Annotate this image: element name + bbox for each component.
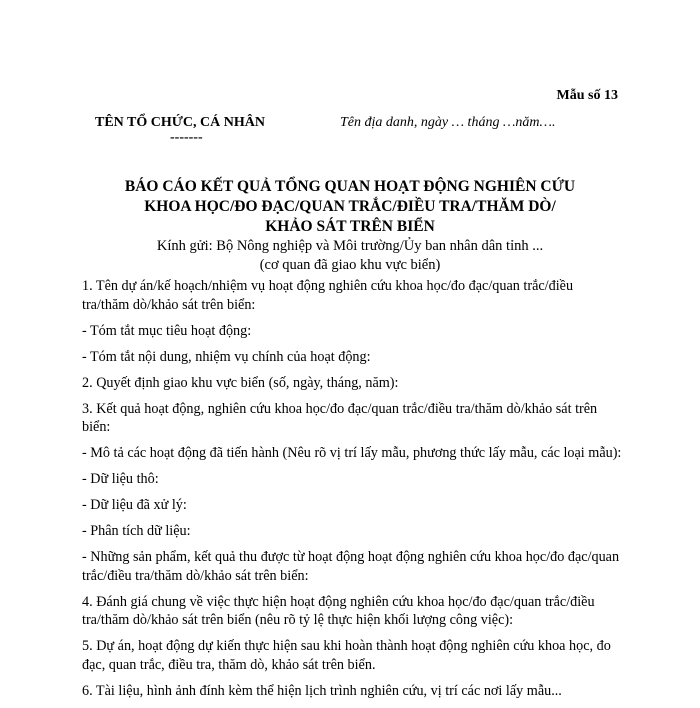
- report-body: [82, 277, 622, 708]
- recipient-note: (cơ quan đã giao khu vực biển): [259, 257, 441, 273]
- body-paragraph: - Phân tích dữ liệu:: [82, 523, 191, 539]
- body-paragraph: 6. Tài liệu, hình ảnh đính kèm thể hiện lịch trình nghiên cứu, vị trí các nơi lấy mẫu...: [82, 682, 562, 699]
- body-paragraph: 1. Tên dự án/kế hoạch/nhiệm vụ hoạt động nghiên cứu khoa học/đo đạc/quan trắc/điều tra/thăm dò/khảo sát trên biển:: [82, 278, 574, 313]
- form-number: Mẫu số 13: [556, 88, 618, 103]
- title-line: KHẢO SÁT TRÊN BIỂN: [265, 218, 435, 235]
- body-paragraph: - Dữ liệu thô:: [82, 471, 159, 487]
- body-paragraph: 2. Quyết định giao khu vực biển (số, ngày, tháng, năm):: [82, 374, 399, 391]
- report-title: [80, 177, 620, 237]
- recipient-line: Kính gửi: Bộ Nông nghiệp và Môi trường/Ủy ban nhân dân tỉnh ...: [156, 238, 544, 254]
- body-paragraph: - Tóm tắt mục tiêu hoạt động:: [82, 322, 252, 339]
- body-paragraph: 5. Dự án, hoạt động dự kiến thực hiện sau khi hoàn thành hoạt động nghiên cứu khoa học, đo đạc, quan trắc, điều tra, thăm dò, khảo sát trên biển.: [82, 638, 611, 673]
- body-paragraph: - Tóm tắt nội dung, nhiệm vụ chính của hoạt động:: [82, 348, 371, 365]
- body-paragraph: 3. Kết quả hoạt động, nghiên cứu khoa học/đo đạc/quan trắc/điều tra/thăm dò/khảo sát trên biển:: [82, 400, 598, 435]
- recipient-block: [80, 237, 620, 275]
- place-date-line: Tên địa danh, ngày … tháng …năm….: [340, 115, 556, 130]
- body-paragraph: 4. Đánh giá chung về việc thực hiện hoạt động nghiên cứu khoa học/đo đạc/quan trắc/điều tra/thăm dò/khảo sát trên biển (nêu rõ tỷ lệ thực hiện khối lượng công việc):: [82, 593, 595, 628]
- body-paragraph: - Mô tả các hoạt động đã tiến hành (Nêu rõ vị trí lấy mẫu, phương thức lấy mẫu, các loại mẫu):: [82, 445, 622, 461]
- title-line: KHOA HỌC/ĐO ĐẠC/QUAN TRẮC/ĐIỀU TRA/THĂM DÒ/: [144, 198, 556, 215]
- organization-separator: -------: [170, 130, 203, 145]
- title-line: BÁO CÁO KẾT QUẢ TỔNG QUAN HOẠT ĐỘNG NGHIÊN CỨU: [124, 178, 576, 195]
- organization-name: TÊN TỔ CHỨC, CÁ NHÂN: [95, 115, 265, 130]
- body-paragraph: - Dữ liệu đã xử lý:: [82, 497, 187, 513]
- body-paragraph: - Những sản phẩm, kết quả thu được từ hoạt động hoạt động nghiên cứu khoa học/đo đạc/quan trắc/điều tra/thăm dò/khảo sát trên biển:: [82, 549, 620, 584]
